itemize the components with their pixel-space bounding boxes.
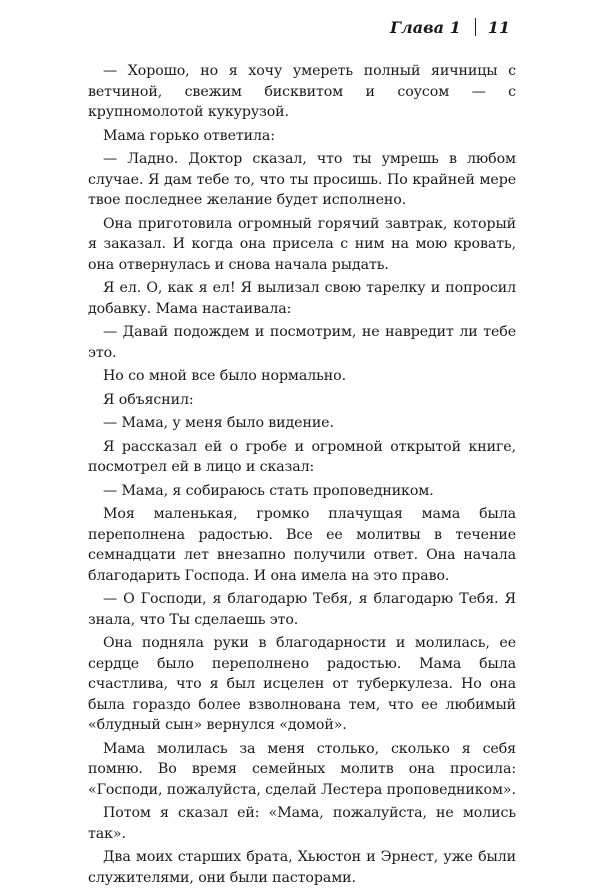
paragraph: Я объяснил: xyxy=(103,391,194,408)
paragraph: Мама молилась за меня столько, сколько я себя помню. Во время семейных молитв она просила: «Господи, пожалуйста, сделай Лестера проповедником». xyxy=(88,740,516,798)
paragraph: Она подняла руки в благодарности и молилась, ее сердце было переполнено радостью. Мама была счастлива, что я был исцелен от туберкулеза. Но она была гораздо более взволнована тем, что ее любимый «блудный сын» вернулся «домой». xyxy=(88,635,516,733)
page-number: 11 xyxy=(487,18,510,37)
running-header xyxy=(390,18,510,40)
chapter-title: Глава 1 xyxy=(390,18,461,37)
paragraph: — Ладно. Доктор сказал, что ты умрешь в любом случае. Я дам тебе то, что ты просишь. По крайней мере твое последнее желание будет исполнено. xyxy=(88,151,516,208)
paragraph: Но со мной все было нормально. xyxy=(103,368,346,384)
paragraph: Я рассказал ей о гробе и огромной открытой книге, посмотрел ей в лицо и сказал: xyxy=(88,438,516,475)
body-text xyxy=(88,61,516,888)
paragraph: — Мама, я собираюсь стать проповедником. xyxy=(103,482,434,499)
paragraph: Два моих старших брата, Хьюстон и Эрнест, уже были служителями, они были пасторами. xyxy=(88,849,516,886)
header-divider xyxy=(475,18,476,36)
paragraph: — Мама, у меня было видение. xyxy=(103,415,334,431)
paragraph: Мама горько ответила: xyxy=(103,127,275,144)
paragraph: — О Господи, я благодарю Тебя, я благодарю Тебя. Я знала, что Ты сделаешь это. xyxy=(88,591,516,628)
paragraph: — Хорошо, но я хочу умереть полный яичницы с ветчиной, свежим бисквитом и соусом — с крупномолотой кукурузой. xyxy=(88,63,516,120)
paragraph: — Давай подождем и посмотрим, не навредит ли тебе это. xyxy=(88,324,516,361)
paragraph: Я ел. О, как я ел! Я вылизал свою тарелку и попросил добавку. Мама настаивала: xyxy=(88,280,516,317)
paragraph: Моя маленькая, громко плачущая мама была переполнена радостью. Все ее молитвы в течение семнадцати лет внезапно получили ответ. Она начала благодарить Господа. И она имела на это право. xyxy=(88,506,516,584)
paragraph: Она приготовила огромный горячий завтрак, который я заказал. И когда она присела с ним на мою кровать, она отвернулась и снова начала рыдать. xyxy=(88,215,516,273)
paragraph: Потом я сказал ей: «Мама, пожалуйста, не молись так». xyxy=(88,805,516,842)
